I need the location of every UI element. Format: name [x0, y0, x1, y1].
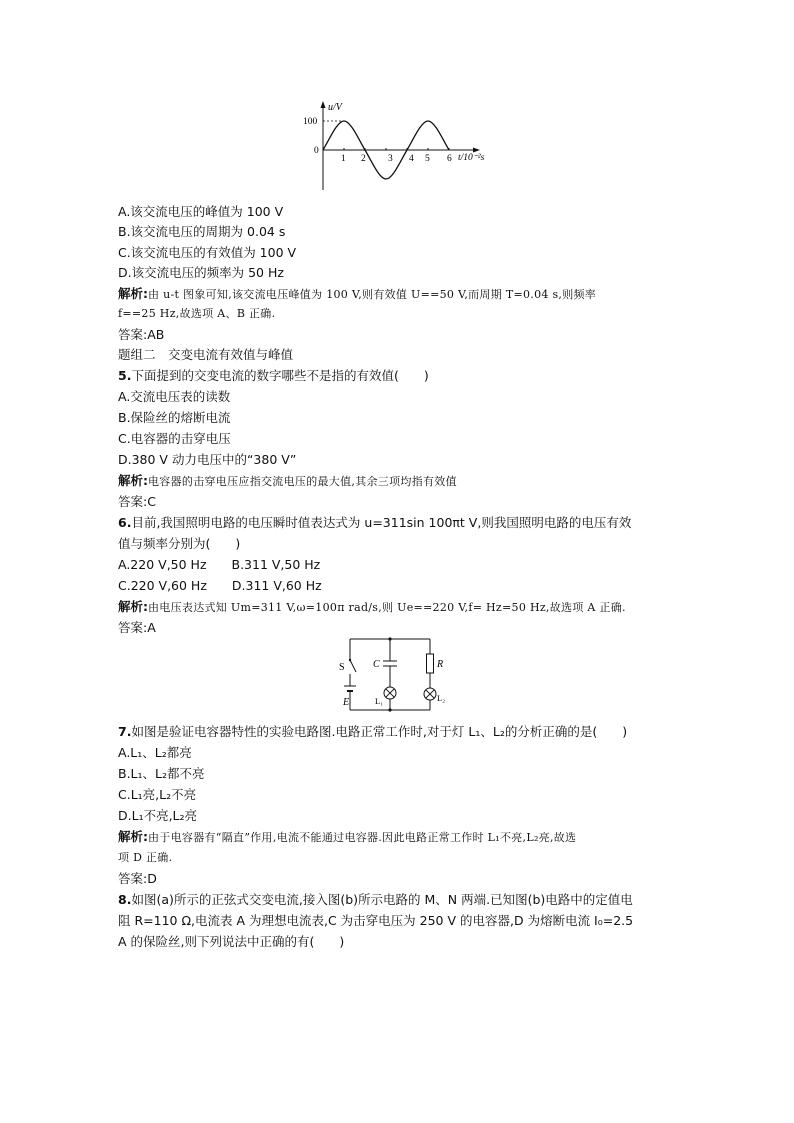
- group-two-title: 题组二 交变电流有效值与峰值: [118, 347, 294, 362]
- q5-option-b: B.保险丝的熔断电流: [118, 410, 231, 425]
- q6-options-row2: C.220 V,60 Hz D.311 V,60 Hz: [118, 578, 322, 593]
- q8-stem-cont: A 的保险丝,则下列说法中正确的有( ): [118, 934, 345, 949]
- x-tick-label: 3: [388, 154, 393, 164]
- q7-option-c: C.L₁亮,L₂不亮: [118, 787, 197, 802]
- explanation-label: 解析:: [118, 599, 148, 614]
- question-text: 如图(a)所示的正弦式交变电流,接入图(b)所示电路的 M、N 两端.已知图(b)电路中的定值电: [131, 892, 633, 907]
- question-text: 目前,我国照明电路的电压瞬时值表达式为 u=311sin 100πt V,则我国照明电路的电压有效: [131, 515, 632, 530]
- q6-stem-cont: 值与频率分别为( ): [118, 536, 241, 551]
- q4-explanation: [118, 285, 596, 303]
- resistor: [427, 654, 434, 673]
- t-axis-arrow: [473, 148, 480, 153]
- q8-stem-cont: 阻 R=110 Ω,电流表 A 为理想电流表,C 为击穿电压为 250 V 的电容器,D 为熔断电流 I₀=2.5: [118, 913, 634, 928]
- q7-option-d: D.L₁不亮,L₂亮: [118, 808, 198, 823]
- q7-explanation-cont: 项 D 正确.: [118, 851, 173, 864]
- q6-answer: 答案:A: [118, 620, 156, 635]
- q4-answer: 答案:AB: [118, 327, 165, 342]
- q4-option-a: A.该交流电压的峰值为 100 V: [118, 204, 284, 219]
- question-text: 下面提到的交变电流的数字哪些不是指的有效值( ): [131, 368, 429, 383]
- x-tick-label: 6: [447, 154, 452, 164]
- capacitor-label: C: [373, 659, 380, 670]
- origin-label: 0: [314, 146, 319, 156]
- y-tick-100: 100: [303, 117, 318, 127]
- q6-stem: [118, 514, 631, 531]
- switch-pivot: [349, 659, 351, 661]
- q6-options-row1: A.220 V,50 Hz B.311 V,50 Hz: [118, 557, 321, 572]
- y-axis-label: u/V: [328, 102, 342, 113]
- junction-dot: [388, 637, 391, 640]
- lamp-l2-label: L₂: [437, 693, 446, 703]
- q7-stem: [118, 723, 627, 740]
- resistor-label: R: [437, 659, 444, 670]
- question-number: 6.: [118, 515, 132, 530]
- q4-explanation-cont: f==25 Hz,故选项 A、B 正确.: [118, 307, 276, 320]
- q7-explanation: [118, 828, 576, 846]
- explanation-text: 由 u-t 图象可知,该交流电压峰值为 100 V,则有效值 U==50 V,而周期 T=0.04 s,则频率: [148, 288, 597, 301]
- explanation-text: 由于电容器有“隔直”作用,电流不能通过电容器.因此电路正常工作时 L₁不亮,L₂亮,故选: [148, 831, 577, 844]
- x-tick-label: 4: [409, 154, 414, 164]
- switch-blade: [350, 660, 356, 672]
- q7-option-a: A.L₁、L₂都亮: [118, 745, 192, 760]
- circuit-diagram: [338, 636, 458, 718]
- q5-stem: [118, 367, 429, 384]
- x-tick-label: 2: [361, 154, 366, 164]
- x-axis-label: t/10⁻²s: [458, 153, 485, 163]
- question-number: 7.: [118, 724, 132, 739]
- question-number: 5.: [118, 368, 132, 383]
- q7-answer: 答案:D: [118, 871, 157, 886]
- switch-label: S: [339, 662, 345, 673]
- explanation-text: 由电压表达式知 Um=311 V,ω=100π rad/s,则 Ue==220 V,f= Hz=50 Hz,故选项 A 正确.: [148, 601, 626, 614]
- q5-option-a: A.交流电压表的读数: [118, 389, 231, 404]
- lamp-l1-label: L₁: [375, 696, 384, 706]
- battery-label: E: [343, 697, 350, 708]
- question-number: 8.: [118, 892, 132, 907]
- question-text: 如图是验证电容器特性的实验电路图.电路正常工作时,对于灯 L₁、L₂的分析正确的是( ): [131, 724, 628, 739]
- q6-explanation: [118, 598, 626, 616]
- x-tick-label: 1: [341, 154, 346, 164]
- q5-answer: 答案:C: [118, 494, 156, 509]
- q5-option-c: C.电容器的击穿电压: [118, 431, 231, 446]
- explanation-label: 解析:: [118, 829, 148, 844]
- q5-option-d: D.380 V 动力电压中的“380 V”: [118, 452, 297, 467]
- q7-option-b: B.L₁、L₂都不亮: [118, 766, 205, 781]
- x-tick-label: 5: [425, 154, 430, 164]
- explanation-label: 解析:: [118, 286, 148, 301]
- q5-explanation: [118, 472, 457, 490]
- explanation-text: 电容器的击穿电压应指交流电压的最大值,其余三项均指有效值: [148, 475, 457, 488]
- junction-dot: [388, 708, 391, 711]
- q4-option-c: C.该交流电压的有效值为 100 V: [118, 245, 297, 260]
- voltage-time-graph: [300, 98, 510, 193]
- q8-stem: [118, 891, 633, 908]
- u-axis-arrow: [321, 101, 326, 108]
- q4-option-b: B.该交流电压的周期为 0.04 s: [118, 224, 286, 239]
- q4-option-d: D.该交流电压的频率为 50 Hz: [118, 265, 284, 280]
- explanation-label: 解析:: [118, 473, 148, 488]
